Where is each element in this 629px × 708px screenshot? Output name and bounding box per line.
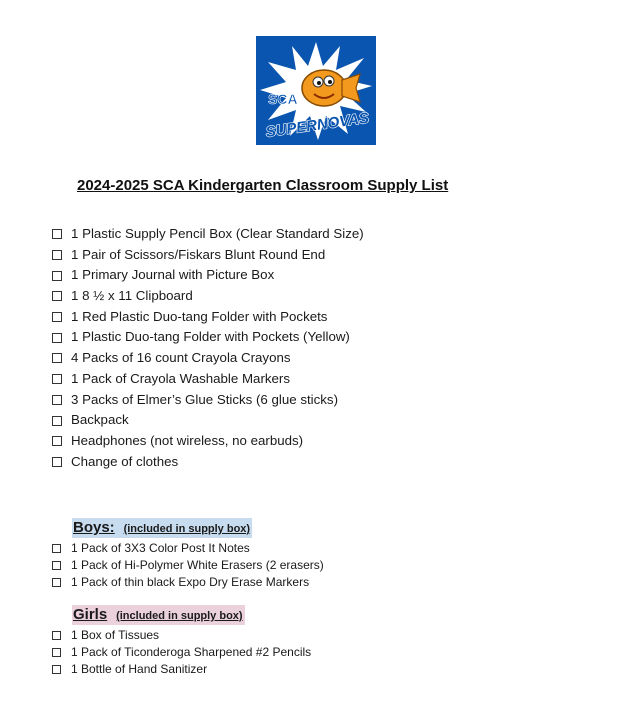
list-item [52, 224, 364, 245]
item-label: 1 Pack of thin black Expo Dry Erase Markers [71, 575, 310, 589]
list-item [52, 265, 364, 286]
list-item [52, 661, 311, 678]
list-item [52, 390, 364, 411]
checkbox[interactable] [52, 436, 62, 446]
item-label: Change of clothes [71, 453, 179, 469]
list-item [52, 431, 364, 452]
page-title: 2024-2025 SCA Kindergarten Classroom Supply List [77, 177, 449, 194]
list-item [52, 348, 364, 369]
list-item [52, 627, 311, 644]
item-label: 1 Pack of Hi-Polymer White Erasers (2 erasers) [71, 558, 324, 572]
list-item [52, 574, 324, 591]
checkbox[interactable] [52, 374, 62, 384]
item-label: 1 Pack of 3X3 Color Post It Notes [71, 541, 250, 555]
list-item [52, 644, 311, 661]
item-label: 1 Box of Tissues [71, 628, 160, 642]
sca-supernovas-logo [256, 36, 376, 145]
boys-supply-list [52, 540, 324, 591]
item-label: 1 Pair of Scissors/Fiskars Blunt Round End [71, 246, 326, 262]
item-label: 1 Pack of Ticonderoga Sharpened #2 Pencils [71, 645, 312, 659]
girls-section-heading [72, 605, 245, 625]
list-item [52, 286, 364, 307]
list-item [52, 540, 324, 557]
logo-line1: SCA [268, 91, 298, 107]
item-label: 1 Bottle of Hand Sanitizer [71, 662, 208, 676]
boys-heading-label: Boys: [73, 519, 115, 536]
item-label: 1 Pack of Crayola Washable Markers [71, 370, 290, 386]
checkbox[interactable] [52, 648, 61, 657]
item-label: 1 Primary Journal with Picture Box [71, 267, 275, 283]
item-label: 1 8 ½ x 11 Clipboard [71, 288, 193, 304]
list-item [52, 369, 364, 390]
list-item [52, 410, 364, 431]
girls-supply-list [52, 627, 311, 678]
list-item [52, 307, 364, 328]
item-label: 1 Plastic Duo-tang Folder with Pockets (Yellow) [71, 329, 350, 345]
checkbox[interactable] [52, 333, 62, 343]
item-label: 4 Packs of 16 count Crayola Crayons [71, 350, 291, 366]
girls-heading-label: Girls [73, 606, 108, 623]
item-label: 1 Plastic Supply Pencil Box (Clear Standard Size) [71, 226, 364, 241]
checkbox[interactable] [52, 291, 62, 301]
checkbox[interactable] [52, 544, 61, 553]
girls-heading-note: (included in supply box) [116, 610, 243, 622]
list-item [52, 327, 364, 348]
item-label: Backpack [71, 412, 129, 428]
checkbox[interactable] [52, 578, 61, 587]
checkbox[interactable] [52, 395, 62, 405]
checkbox[interactable] [52, 665, 61, 674]
checkbox[interactable] [52, 561, 61, 570]
logo-line2: SUPERNOVAS [264, 109, 370, 141]
checkbox[interactable] [52, 457, 62, 467]
checkbox[interactable] [52, 631, 61, 640]
list-item [52, 245, 364, 266]
logo-graphic [256, 36, 376, 145]
list-item [52, 557, 324, 574]
checkbox[interactable] [52, 416, 62, 426]
checkbox[interactable] [52, 229, 62, 239]
item-label: 3 Packs of Elmer’s Glue Sticks (6 glue sticks) [71, 391, 339, 407]
item-label: 1 Red Plastic Duo-tang Folder with Pockets [71, 308, 328, 324]
boys-section-heading [72, 518, 252, 538]
item-label: Headphones (not wireless, no earbuds) [71, 432, 304, 448]
main-supply-list [52, 224, 364, 472]
checkbox[interactable] [52, 271, 62, 281]
boys-heading-note: (included in supply box) [123, 523, 251, 535]
checkbox[interactable] [52, 353, 62, 363]
checkbox[interactable] [52, 312, 62, 322]
list-item [52, 452, 364, 473]
checkbox[interactable] [52, 250, 62, 260]
